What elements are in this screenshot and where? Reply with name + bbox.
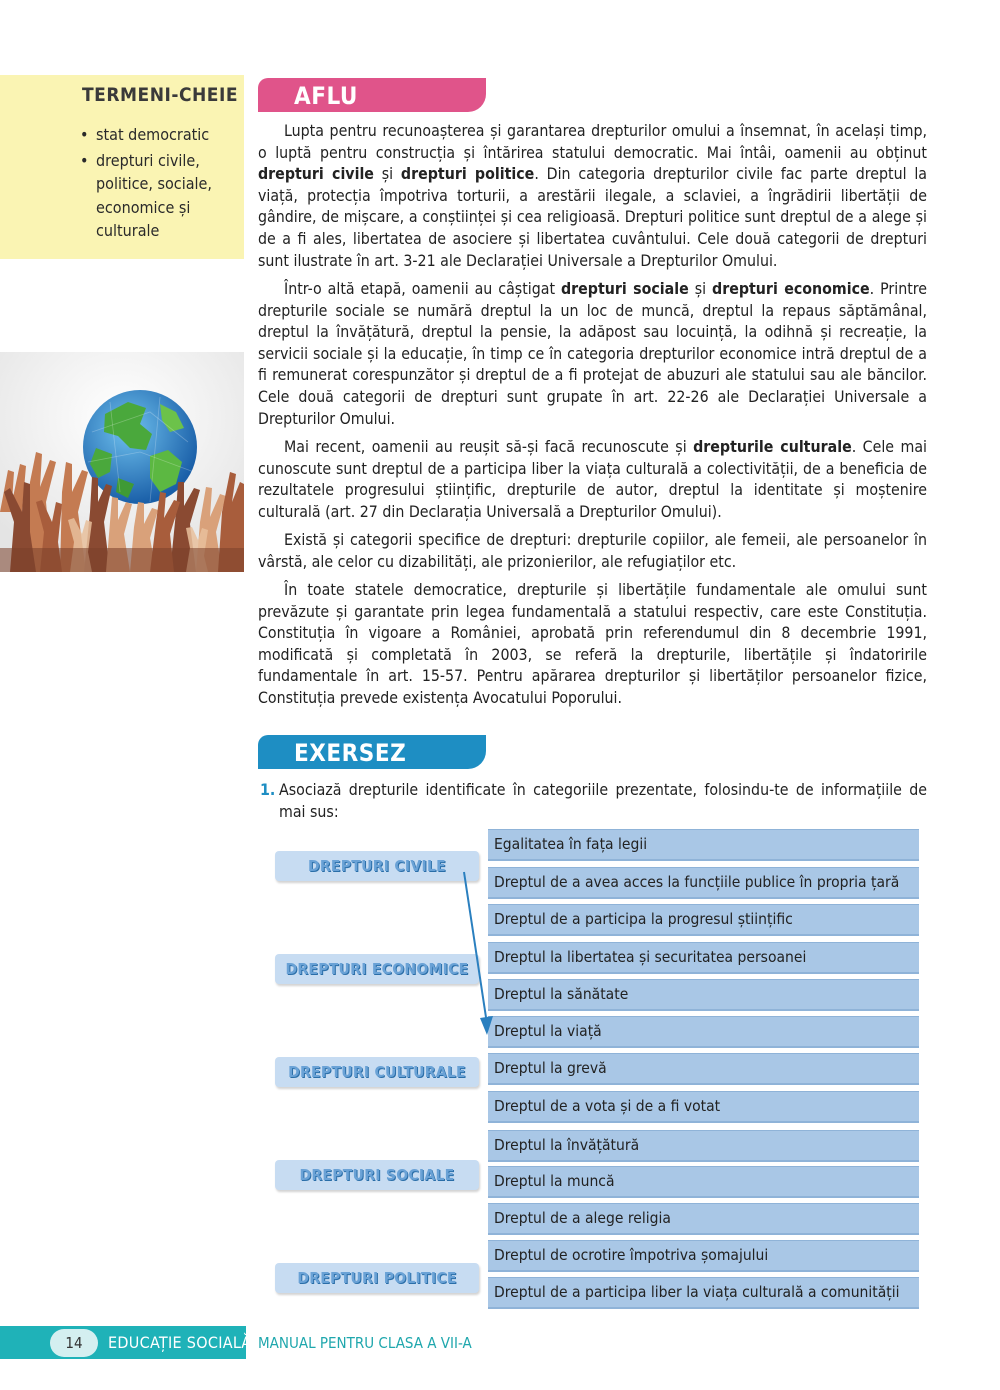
category-politice[interactable]: DREPTURI POLITICE (275, 1263, 479, 1293)
bold-term: drepturi sociale (560, 278, 689, 298)
right-item[interactable]: Dreptul la libertatea și securitatea persoanei (488, 942, 919, 972)
keyterm-item: • stat democratic (78, 123, 238, 147)
arrow-icon (440, 860, 520, 1050)
category-sociale[interactable]: DREPTURI SOCIALE (275, 1160, 479, 1190)
aflu-paragraph (258, 278, 927, 429)
category-culturale[interactable]: DREPTURI CULTURALE (275, 1057, 479, 1087)
right-item[interactable]: Dreptul de a participa la progresul științific (488, 904, 919, 934)
right-item[interactable]: Dreptul la învățătură (488, 1130, 919, 1160)
right-item[interactable]: Dreptul la muncă (488, 1166, 919, 1196)
right-item[interactable]: Dreptul de ocrotire împotriva șomajului (488, 1240, 919, 1270)
text-run: Există și categorii specifice de drepturi: drepturile copiilor, ale femeii, ale persoanelor în vârstă, ale celor cu dizabilități, ale prizonierilor, ale refugiaților etc. (258, 530, 927, 571)
exercise-number: 1. (260, 780, 276, 799)
bold-term: drepturile culturale (693, 436, 852, 456)
bold-term: drepturi economice (712, 278, 870, 298)
bold-term: drepturi politice (400, 164, 535, 184)
right-item[interactable]: Dreptul de a avea acces la funcțiile publice în propria țară (488, 867, 919, 897)
right-item[interactable]: Dreptul la viață (488, 1016, 919, 1046)
text-run: Lupta pentru recunoașterea și garantarea drepturilor omului a însemnat, în același timp, o luptă pentru construcția și întărirea statului democratic. Mai întâi, oamenii au obținut (258, 121, 927, 162)
keyterms-list (78, 123, 238, 245)
keyterm-item: • drepturi civile, politice, sociale, economice și culturale (78, 149, 238, 243)
text-run: Mai recent, oamenii au reușit să-și facă recunoscute și (284, 436, 694, 456)
right-item[interactable]: Egalitatea în fața legii (488, 829, 919, 859)
text-run: . Cele mai cunoscute sunt dreptul de a participa liber la viața culturală a colectivității, de a beneficia de rezultatele progresului științific, drepturile de autor, dreptul la identitate și moștenire culturală (art. 27 din Declarația Universală a Drepturilor Omului). (258, 436, 927, 521)
category-civile[interactable]: DREPTURI CIVILE (275, 851, 479, 881)
text-run: În toate statele democratice, drepturile și libertățile fundamentale ale omului sunt prevăzute și garantate prin legea fundamentală a statului respectiv, care este Constituția. Constituția în vigoare a României, aprobată prin referendumul din 8 decembrie 1991, modificată și completată în 2003, se referă la drepturile, libertățile și îndatoririle fundamentale în art. 15-57. Pentru apărarea drepturilor și libertăților persoanelor fizice, Constituția prevede existența Avocatului Poporului. (258, 580, 927, 708)
right-item[interactable]: Dreptul de a vota și de a fi votat (488, 1091, 919, 1121)
aflu-paragraph (258, 529, 927, 572)
globe-with-hands-image (0, 352, 244, 572)
footer-subject: EDUCAȚIE SOCIALĂ (108, 1333, 252, 1352)
aflu-body-text (258, 120, 927, 715)
aflu-paragraph (258, 436, 927, 522)
keyterms-title: TERMENI-CHEIE (82, 84, 239, 106)
exercise-question (258, 779, 927, 822)
text-run: și (373, 164, 401, 184)
right-item[interactable]: Dreptul de a participa liber la viața culturală a comunității (488, 1277, 919, 1307)
aflu-paragraph (258, 120, 927, 271)
right-item[interactable]: Dreptul la sănătate (488, 979, 919, 1009)
exercise-text: Asociază drepturile identificate în categoriile prezentate, folosindu-te de informațiile de mai sus: (279, 780, 927, 821)
text-run: și (688, 278, 713, 298)
bold-term: drepturi civile (258, 164, 374, 184)
page-number: 14 (50, 1329, 98, 1357)
footer-manual-title: MANUAL PENTRU CLASA A VII-A (258, 1334, 472, 1352)
right-item[interactable]: Dreptul de a alege religia (488, 1203, 919, 1233)
category-economice[interactable]: DREPTURI ECONOMICE (275, 954, 479, 984)
text-run: . Printre drepturile sociale se numără dreptul la un loc de muncă, dreptul la repaus săptămânal, dreptul la învățătură, dreptul la pensie, la adăpost sau locuință, la odihnă și recreație, la servicii sociale și la educație, în timp ce în categoria drepturilor economice intră dreptul de a fi remunerat corespunzător și dreptul de a fi protejat de abuzuri ale statului sau ale băncilor. Cele două categorii de drepturi sunt grupate în art. 22-26 ale Declarației Universale a Drepturilor Omului. (258, 278, 928, 428)
aflu-section-header: AFLU (258, 78, 486, 112)
text-run: Într-o altă etapă, oamenii au câștigat (284, 278, 561, 298)
text-run: . Din categoria drepturilor civile fac parte dreptul la viață, protecția împotriva torturii, a arestării ilegale, a sclaviei, a îngrădirii libertății de gândire, de mișcare, a conștiinței și cea religioasă. Drepturi politice sunt dreptul de a alege și de a fi ales, libertatea de asociere și libertatea cuvântului. Cele două categorii de drepturi sunt ilustrate în art. 3-21 ale Declarației Universale a Drepturilor Omului. (258, 164, 927, 270)
right-item[interactable]: Dreptul la grevă (488, 1053, 919, 1083)
exersez-section-header: EXERSEZ (258, 735, 486, 769)
aflu-paragraph (258, 579, 927, 709)
